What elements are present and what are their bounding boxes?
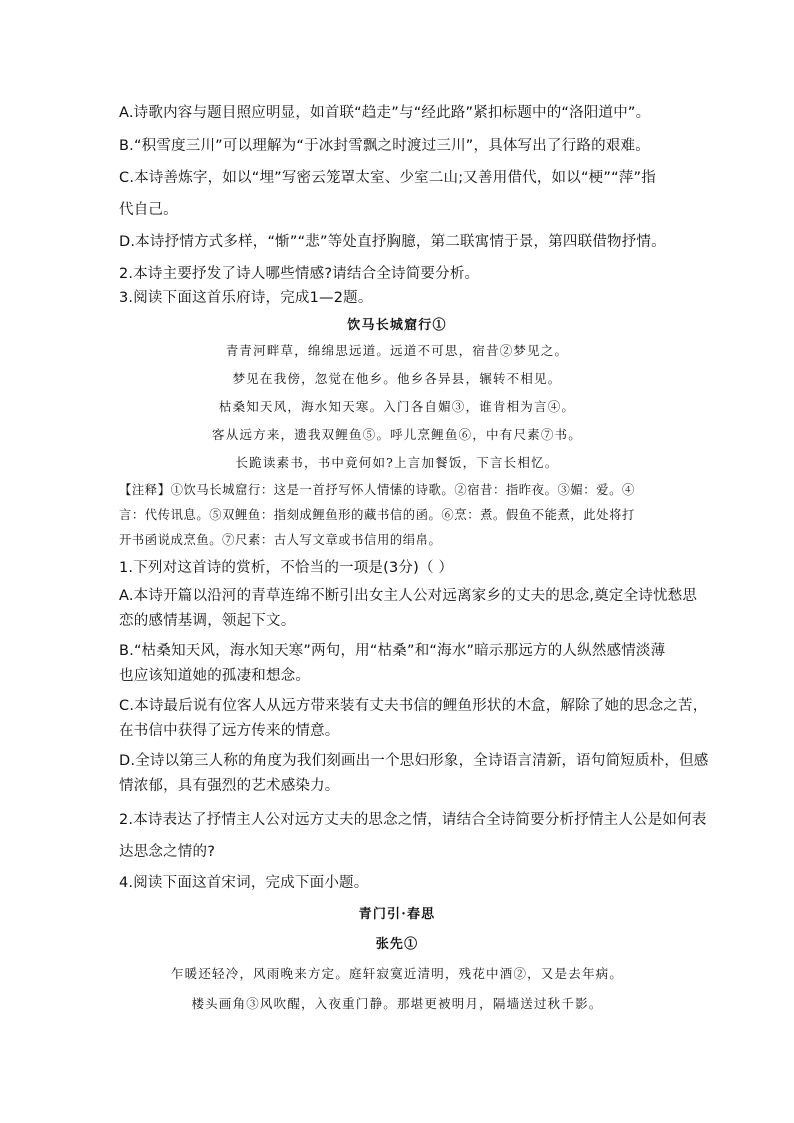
poem-line: 青青河畔草，绵绵思远道。远道不可思，宿昔②梦见之。 [225,343,569,358]
poem-author: 张先① [375,937,419,952]
question-1: 1.下列对这首诗的赏析，不恰当的一项是(3分)（ ） [119,560,454,576]
option-line: 也应该知道她的孤凄和想念。 [119,668,311,684]
question-2-line2: 达思念之情的? [119,844,216,860]
question-2-prev: 2.本诗主要抒发了诗人哪些情感?请结合全诗简要分析。 [119,266,480,282]
poem-line: 枯桑知天风，海水知天寒。入门各自媚③，谁肯相为言④。 [218,399,576,414]
poem-line: 楼头画角③风吹醒，入夜重门静。那堪更被明月，隔墙送过秋千影。 [191,996,603,1011]
annotation-line: 【注释】①饮马长城窟行：这是一首抒写怀人情愫的诗歌。②宿昔：指昨夜。③媚：爱。④ [119,483,635,497]
option-line: 情浓郁，具有强烈的艺术感染力。 [119,778,340,794]
annotation-line: 开书函说成烹鱼。⑦尺素：古人写文章或书信用的绢帛。 [119,533,442,547]
poem-title: 青门引·春思 [358,907,436,922]
section-3-intro: 3.阅读下面这首乐府诗，完成1—2题。 [119,290,373,306]
option-line: B.“枯桑知天风，海水知天寒”两句，用“枯桑”和“海水”暗示那远方的人纵然感情淡薄 [119,643,666,659]
poem-line: 梦见在我傍，忽觉在他乡。他乡各异县，辗转不相见。 [232,371,562,386]
question-2-line1: 2.本诗表达了抒情主人公对远方丈夫的思念之情，请结合全诗简要分析抒情主人公是如何表 [119,812,707,828]
option-line: A.本诗开篇以沿河的青草连绵不断引出女主人公对远离家乡的丈夫的思念,奠定全诗忧愁思 [119,588,698,604]
option-c-prev-line1: C.本诗善炼字，如以“埋”写密云笼罩太室、少室二山;又善用借代，如以“梗”“萍”指 [119,170,656,186]
option-b-prev: B.“积雪度三川”可以理解为“于冰封雪飘之时渡过三川”，具体写出了行路的艰难。 [119,138,650,154]
option-c-prev-line2: 代自己。 [119,202,178,218]
poem-line: 客从远方来，遗我双鲤鱼⑤。呼儿烹鲤鱼⑥，中有尺素⑦书。 [212,427,582,442]
option-line: 恋的感情基调，领起下文。 [119,613,296,629]
option-line: D.全诗以第三人称的角度为我们刻画出一个思妇形象，全诗语言清新，语句简短质朴，但感 [119,753,709,769]
poem-line: 长跪读素书，书中竟何如?上言加餐饭，下言长相忆。 [235,455,559,470]
poem-title: 饮马长城窟行① [347,318,447,333]
option-d-prev: D.本诗抒情方式多样，“惭”“悲”等处直抒胸臆，第二联寓情于景，第四联借物抒情。 [119,234,666,250]
poem-line: 乍暖还轻冷，风雨晚来方定。庭轩寂寞近清明，残花中酒②，又是去年病。 [170,966,624,981]
option-a-prev: A.诗歌内容与题目照应明显，如首联“趋走”与“经此路”紧扣标题中的“洛阳道中”。 [119,105,651,121]
option-line: 在书信中获得了远方传来的情意。 [119,723,340,739]
option-line: C.本诗最后说有位客人从远方带来装有丈夫书信的鲤鱼形状的木盒，解除了她的思念之苦， [119,698,708,714]
annotation-line: 言：代传讯息。⑤双鲤鱼：指刻成鲤鱼形的藏书信的函。⑥烹：煮。假鱼不能煮，此处将打 [119,508,635,522]
section-4-intro: 4.阅读下面这首宋词，完成下面小题。 [119,875,369,891]
